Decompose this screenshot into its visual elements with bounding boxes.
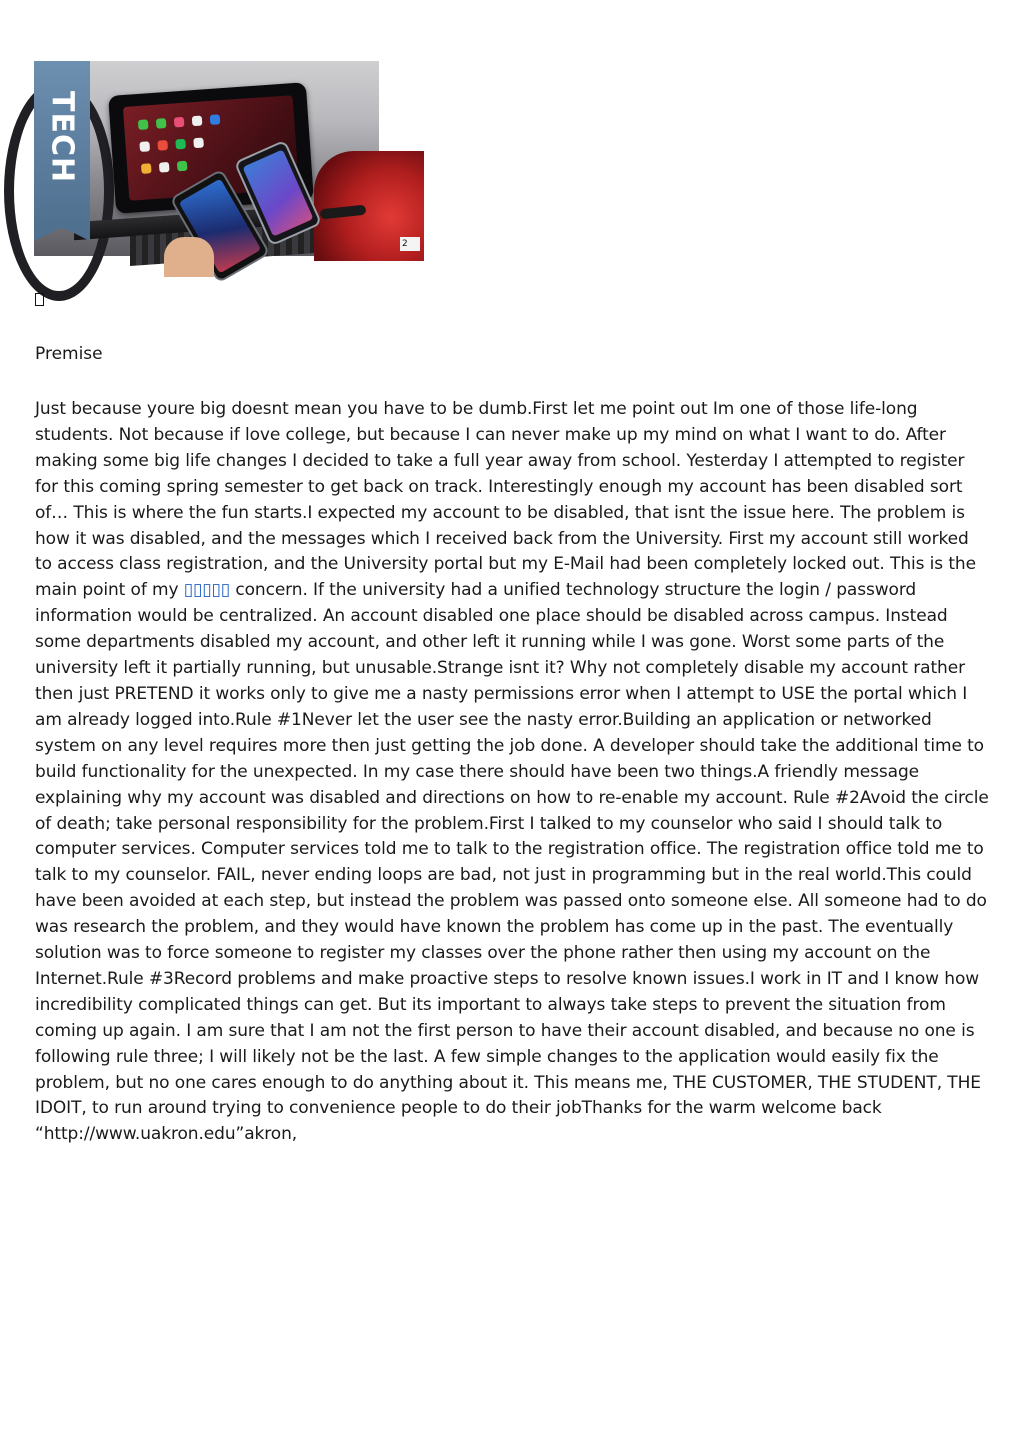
inline-link[interactable]: ▯▯▯▯▯: [183, 580, 231, 601]
article-body: [35, 397, 990, 1148]
tech-ribbon-tail: [34, 227, 90, 241]
article-heading: Premise: [35, 344, 103, 364]
tech-badge-label: TECH: [44, 90, 80, 184]
article-hero-image: [34, 61, 408, 256]
missing-glyph-icon: [35, 293, 44, 306]
article-text-part2: concern. If the university had a unified technology structure the login / password information would be centralized. An account disabled one place should be disabled across campus. Instead some departments disabled my account, and other left it running while I was gone. Worst some parts of the university left it partially running, but unusable.Strange isnt it? Why not completely disable my account rather then just PRETEND it works only to give me a nasty permissions error when I attempt to USE the portal which I am already logged into.Rule #1Never let the user see the nasty error.Building an application or networked system on any level requires more then just getting the job done. A developer should take the additional time to build functionality for the unexpected. In my case there should have been two things.A friendly message explaining why my account was disabled and directions on how to re-enable my account. Rule #2Avoid the circle of death; take personal responsibility for the problem.First I talked to my counselor who said I should talk to computer services. Computer services told me to talk to the registration office. The registration office told me to talk to my counselor. FAIL, never ending loops are bad, not just in programming but in the real world.This could have been avoided at each step, but instead the problem was passed onto someone else. All someone had to do was research the problem, and they would have known the problem has come up in the past. The eventually solution was to force someone to register my classes over the phone rather then using my account on the Internet.Rule #3Record problems and make proactive steps to resolve known issues.I work in IT and I know how incredibility complicated things can get. But its important to always take steps to prevent the situation from coming up again. I am sure that I am not the first person to have their account disabled, and because no one is following rule three; I will likely not be the last. A few simple changes to the application would easily fix the problem, but no one cares enough to do anything about it. This means me, THE CUSTOMER, THE STUDENT, THE IDOIT, to run around trying to convenience people to do their jobThanks for the warm welcome back “http://www.uakron.edu”akron,: [35, 580, 989, 1145]
corner-number: 2: [400, 237, 420, 251]
article-text-part1: Just because youre big doesnt mean you have to be dumb.First let me point out Im one of those life-long students. Not because if love college, but because I can never make up my mind on what I want to do. After making some big life changes I decided to take a full year away from school. Yesterday I attempted to register for this coming spring semester to get back on track. Interestingly enough my account has been disabled sort of… This is where the fun starts.I expected my account to be disabled, that isnt the issue here. The problem is how it was disabled, and the messages which I received back from the University. First my account still worked to access class registration, and the University portal but my E-Mail had been completely locked out. This is the main point of my: [35, 399, 976, 601]
hand-shape: [164, 237, 214, 277]
